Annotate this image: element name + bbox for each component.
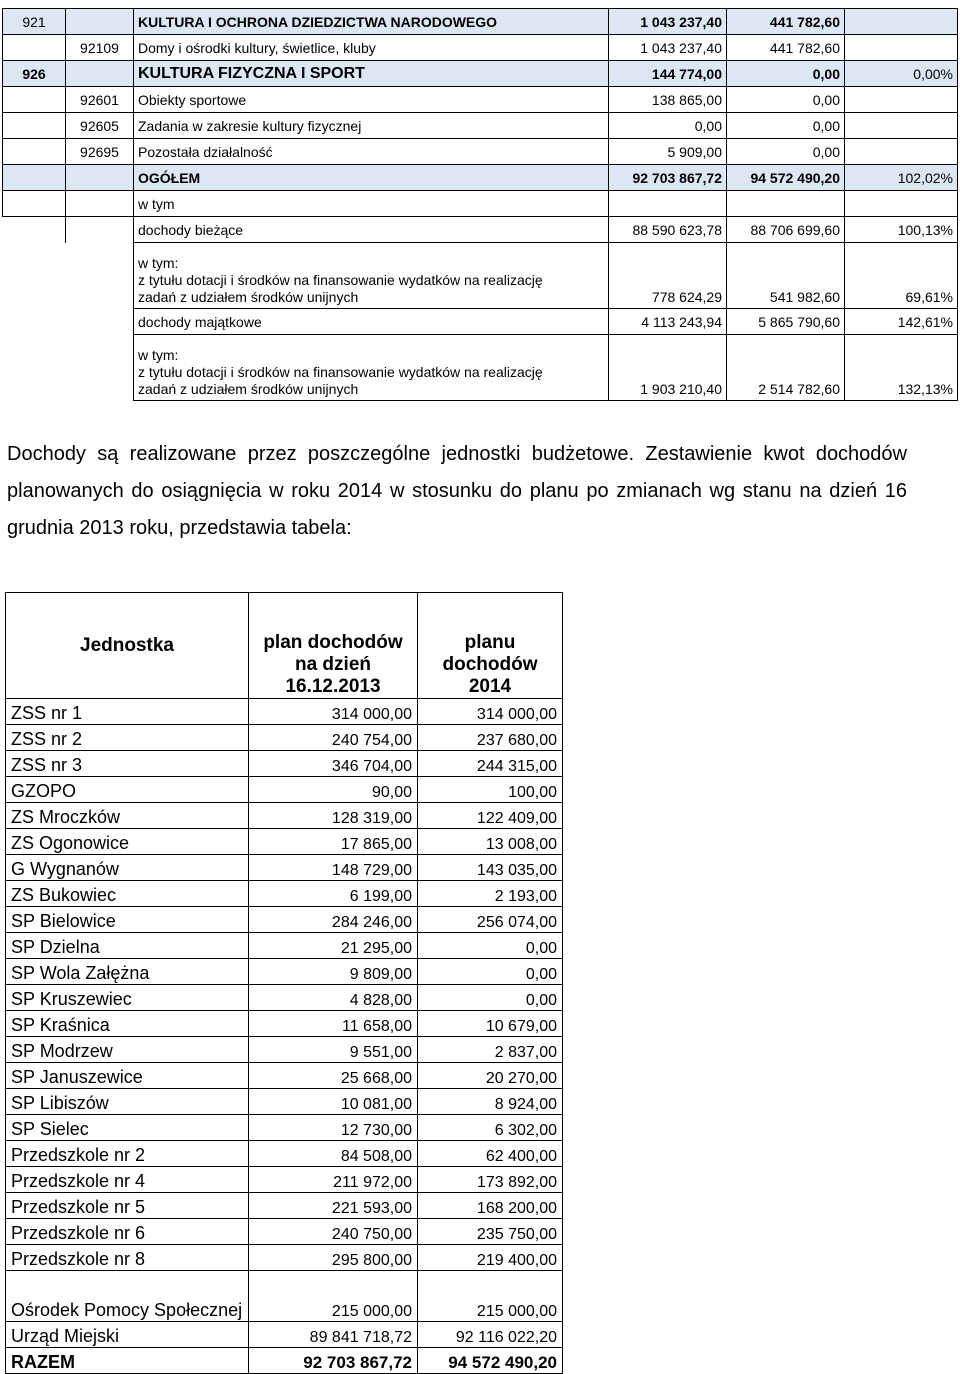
execution-value: 0,00 — [727, 139, 845, 165]
rozdzial-code: 92605 — [66, 113, 134, 139]
row-name-line: z tytułu dotacji i środków na finansowanie wydatków na realizację — [138, 272, 543, 288]
execution-value: 0,00 — [727, 113, 845, 139]
unit-name: SP Sielec — [6, 1115, 249, 1141]
row-name-line: w tym: — [138, 255, 179, 271]
row-name — [134, 243, 609, 309]
plan-2014-value: 62 400,00 — [418, 1141, 563, 1167]
plan-2013-value: 295 800,00 — [249, 1245, 418, 1271]
unit-name: SP Bielowice — [6, 907, 249, 933]
row-name: Zadania w zakresie kultury fizycznej — [134, 113, 609, 139]
plan-2013-value: 284 246,00 — [249, 907, 418, 933]
percent-value: 102,02% — [845, 165, 958, 191]
column-header-jednostka: Jednostka — [6, 593, 249, 699]
table-row — [3, 9, 958, 35]
plan-2014-value: 0,00 — [418, 985, 563, 1011]
row-name-line: zadań z udziałem środków unijnych — [138, 381, 359, 397]
plan-2013-value: 4 828,00 — [249, 985, 418, 1011]
unit-name: ZSS nr 3 — [6, 751, 249, 777]
column-header-plan-2014: planu dochodów 2014 — [418, 593, 563, 699]
plan-2014-value: 100,00 — [418, 777, 563, 803]
plan-2014-value: 2 837,00 — [418, 1037, 563, 1063]
plan-2014-value: 168 200,00 — [418, 1193, 563, 1219]
plan-2013-value: 21 295,00 — [249, 933, 418, 959]
dzial-code — [3, 35, 66, 61]
table-row — [6, 855, 563, 881]
table-row — [3, 191, 958, 217]
dzial-code — [3, 335, 66, 401]
table-row — [6, 985, 563, 1011]
unit-name: Przedszkole nr 2 — [6, 1141, 249, 1167]
plan-value: 4 113 243,94 — [609, 309, 727, 335]
plan-value: 5 909,00 — [609, 139, 727, 165]
dzial-code — [3, 113, 66, 139]
table-row — [3, 61, 958, 87]
table-row — [6, 1271, 563, 1322]
unit-name: SP Kruszewiec — [6, 985, 249, 1011]
plan-2013-value: 92 703 867,72 — [249, 1348, 418, 1374]
plan-2014-value: 235 750,00 — [418, 1219, 563, 1245]
execution-value: 0,00 — [727, 87, 845, 113]
plan-2013-value: 9 551,00 — [249, 1037, 418, 1063]
plan-2013-value: 6 199,00 — [249, 881, 418, 907]
plan-2014-value: 122 409,00 — [418, 803, 563, 829]
unit-name: ZSS nr 2 — [6, 725, 249, 751]
unit-name: SP Dzielna — [6, 933, 249, 959]
plan-value: 1 043 237,40 — [609, 35, 727, 61]
table-row — [6, 907, 563, 933]
row-name: Obiekty sportowe — [134, 87, 609, 113]
dzial-code — [3, 309, 66, 335]
intro-paragraph: Dochody są realizowane przez poszczególne jednostki budżetowe. Zestawienie kwot dochodów planowanych do osiągnięcia w roku 2014 w stosunku do planu po zmianach wg stanu na dzień 16 grudnia 2013 roku, przedstawia tabela: — [7, 443, 907, 539]
plan-2014-value: 20 270,00 — [418, 1063, 563, 1089]
execution-value: 2 514 782,60 — [727, 335, 845, 401]
row-name: OGÓŁEM — [134, 165, 609, 191]
table-row — [3, 87, 958, 113]
plan-value — [609, 191, 727, 217]
unit-name: Przedszkole nr 8 — [6, 1245, 249, 1271]
execution-value: 5 865 790,60 — [727, 309, 845, 335]
table-row — [6, 933, 563, 959]
units-table-body — [6, 699, 563, 1348]
unit-name: Urząd Miejski — [6, 1322, 249, 1348]
unit-name: ZS Mroczków — [6, 803, 249, 829]
dzial-code — [3, 87, 66, 113]
execution-value: 88 706 699,60 — [727, 217, 845, 243]
table-row — [6, 803, 563, 829]
table-row — [3, 139, 958, 165]
percent-value: 69,61% — [845, 243, 958, 309]
plan-2013-value: 240 754,00 — [249, 725, 418, 751]
dzial-code — [3, 165, 66, 191]
unit-name: G Wygnanów — [6, 855, 249, 881]
row-name: Domy i ośrodki kultury, świetlice, kluby — [134, 35, 609, 61]
table-row — [6, 1141, 563, 1167]
percent-value — [845, 9, 958, 35]
unit-name: GZOPO — [6, 777, 249, 803]
table-row-total — [6, 1348, 563, 1374]
percent-value — [845, 87, 958, 113]
rozdzial-code — [66, 309, 134, 335]
unit-name: ZS Ogonowice — [6, 829, 249, 855]
unit-name: SP Kraśnica — [6, 1011, 249, 1037]
plan-2014-value: 173 892,00 — [418, 1167, 563, 1193]
plan-2014-value: 10 679,00 — [418, 1011, 563, 1037]
row-name-line: zadań z udziałem środków unijnych — [138, 289, 359, 305]
plan-2014-value: 94 572 490,20 — [418, 1348, 563, 1374]
plan-2014-value: 256 074,00 — [418, 907, 563, 933]
rozdzial-code: 92601 — [66, 87, 134, 113]
execution-value: 441 782,60 — [727, 9, 845, 35]
plan-value: 1 043 237,40 — [609, 9, 727, 35]
unit-name: RAZEM — [6, 1348, 249, 1374]
table-row — [6, 1322, 563, 1348]
percent-value — [845, 139, 958, 165]
table-row-total — [3, 165, 958, 191]
plan-2013-value: 9 809,00 — [249, 959, 418, 985]
plan-2013-value: 221 593,00 — [249, 1193, 418, 1219]
table-row — [3, 217, 958, 243]
unit-name: ZSS nr 1 — [6, 699, 249, 725]
table-row — [6, 1193, 563, 1219]
plan-2014-value: 8 924,00 — [418, 1089, 563, 1115]
row-name-line: z tytułu dotacji i środków na finansowanie wydatków na realizację — [138, 364, 543, 380]
row-name-line: w tym: — [138, 347, 179, 363]
table-row — [3, 335, 958, 401]
table-row — [6, 725, 563, 751]
unit-name: Przedszkole nr 4 — [6, 1167, 249, 1193]
plan-value: 92 703 867,72 — [609, 165, 727, 191]
plan-2013-value: 12 730,00 — [249, 1115, 418, 1141]
execution-value: 94 572 490,20 — [727, 165, 845, 191]
execution-value — [727, 191, 845, 217]
row-name: KULTURA I OCHRONA DZIEDZICTWA NARODOWEGO — [134, 9, 609, 35]
table-header-row — [6, 593, 563, 699]
rozdzial-code — [66, 61, 134, 87]
table-row — [6, 1037, 563, 1063]
plan-2013-value: 346 704,00 — [249, 751, 418, 777]
rozdzial-code: 92109 — [66, 35, 134, 61]
row-name: w tym — [134, 191, 609, 217]
unit-name: Przedszkole nr 6 — [6, 1219, 249, 1245]
plan-2014-value: 219 400,00 — [418, 1245, 563, 1271]
plan-2014-value: 237 680,00 — [418, 725, 563, 751]
rozdzial-code — [66, 335, 134, 401]
plan-value: 0,00 — [609, 113, 727, 139]
plan-2013-value: 89 841 718,72 — [249, 1322, 418, 1348]
table-row — [3, 309, 958, 335]
plan-2014-value: 215 000,00 — [418, 1271, 563, 1322]
dzial-code: 926 — [3, 61, 66, 87]
plan-2013-value: 90,00 — [249, 777, 418, 803]
unit-name: SP Januszewice — [6, 1063, 249, 1089]
table-row — [6, 1115, 563, 1141]
plan-2013-value: 314 000,00 — [249, 699, 418, 725]
rozdzial-code — [66, 217, 134, 243]
table-row — [6, 1011, 563, 1037]
column-header-plan-2013: plan dochodów na dzień 16.12.2013 — [249, 593, 418, 699]
table-row — [6, 881, 563, 907]
dzial-code — [3, 191, 66, 217]
table-row — [6, 1219, 563, 1245]
table-row — [6, 829, 563, 855]
plan-2014-value: 314 000,00 — [418, 699, 563, 725]
dzial-code: 921 — [3, 9, 66, 35]
plan-2013-value: 84 508,00 — [249, 1141, 418, 1167]
table-row — [6, 751, 563, 777]
table-row — [6, 959, 563, 985]
plan-2014-value: 0,00 — [418, 933, 563, 959]
percent-value — [845, 35, 958, 61]
row-name: Pozostała działalność — [134, 139, 609, 165]
plan-value: 88 590 623,78 — [609, 217, 727, 243]
plan-2014-value: 143 035,00 — [418, 855, 563, 881]
plan-2013-value: 240 750,00 — [249, 1219, 418, 1245]
execution-value: 441 782,60 — [727, 35, 845, 61]
rozdzial-code — [66, 9, 134, 35]
plan-2013-value: 148 729,00 — [249, 855, 418, 881]
table-row — [6, 699, 563, 725]
plan-2013-value: 17 865,00 — [249, 829, 418, 855]
row-name: dochody majątkowe — [134, 309, 609, 335]
plan-2014-value: 6 302,00 — [418, 1115, 563, 1141]
plan-2013-value: 128 319,00 — [249, 803, 418, 829]
unit-name: SP Libiszów — [6, 1089, 249, 1115]
table-row — [6, 777, 563, 803]
percent-value — [845, 113, 958, 139]
table-row — [6, 1063, 563, 1089]
table-row — [6, 1089, 563, 1115]
plan-value: 778 624,29 — [609, 243, 727, 309]
plan-2014-value: 92 116 022,20 — [418, 1322, 563, 1348]
percent-value: 132,13% — [845, 335, 958, 401]
unit-name: Ośrodek Pomocy Społecznej — [6, 1271, 249, 1322]
units-income-table — [5, 592, 563, 1374]
dzial-code — [3, 243, 66, 309]
rozdzial-code — [66, 243, 134, 309]
percent-value — [845, 191, 958, 217]
plan-2013-value: 25 668,00 — [249, 1063, 418, 1089]
plan-2013-value: 10 081,00 — [249, 1089, 418, 1115]
table-row — [3, 35, 958, 61]
plan-2013-value: 11 658,00 — [249, 1011, 418, 1037]
row-name: dochody bieżące — [134, 217, 609, 243]
dzial-code — [3, 139, 66, 165]
dzial-code — [3, 217, 66, 243]
plan-2013-value: 215 000,00 — [249, 1271, 418, 1322]
plan-2014-value: 13 008,00 — [418, 829, 563, 855]
plan-2014-value: 0,00 — [418, 959, 563, 985]
plan-2013-value: 211 972,00 — [249, 1167, 418, 1193]
percent-value: 142,61% — [845, 309, 958, 335]
plan-value: 138 865,00 — [609, 87, 727, 113]
row-name: KULTURA FIZYCZNA I SPORT — [134, 61, 609, 87]
table-row — [6, 1245, 563, 1271]
budget-summary-table — [2, 8, 958, 401]
rozdzial-code — [66, 165, 134, 191]
unit-name: SP Wola Załężna — [6, 959, 249, 985]
row-name — [134, 335, 609, 401]
table-row — [3, 113, 958, 139]
plan-value: 1 903 210,40 — [609, 335, 727, 401]
table-row — [6, 1167, 563, 1193]
table-row — [3, 243, 958, 309]
plan-value: 144 774,00 — [609, 61, 727, 87]
unit-name: ZS Bukowiec — [6, 881, 249, 907]
plan-2014-value: 2 193,00 — [418, 881, 563, 907]
plan-2014-value: 244 315,00 — [418, 751, 563, 777]
execution-value: 541 982,60 — [727, 243, 845, 309]
unit-name: Przedszkole nr 5 — [6, 1193, 249, 1219]
rozdzial-code — [66, 191, 134, 217]
percent-value: 100,13% — [845, 217, 958, 243]
percent-value: 0,00% — [845, 61, 958, 87]
execution-value: 0,00 — [727, 61, 845, 87]
unit-name: SP Modrzew — [6, 1037, 249, 1063]
rozdzial-code: 92695 — [66, 139, 134, 165]
